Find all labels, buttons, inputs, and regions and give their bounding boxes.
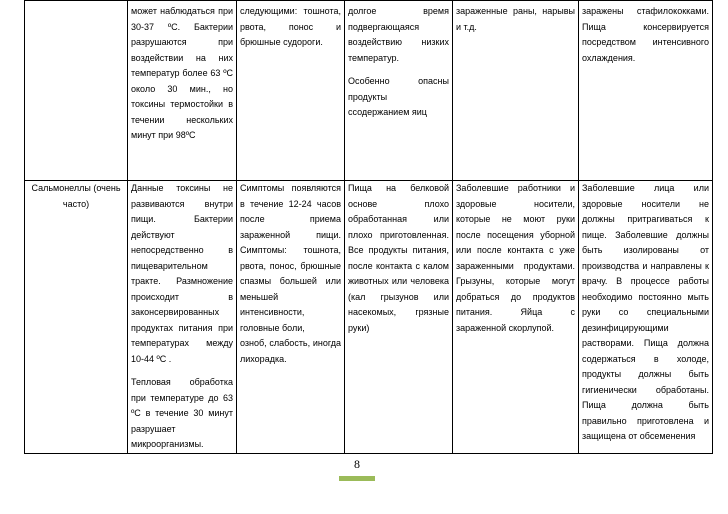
cell-text: следующими: тошнота, рвота, понос и брюшные судороги. [240,6,341,47]
table-row [25,181,713,454]
pathogen-name-cell [25,1,128,181]
cell-text: Заболевшие лица или здоровые носители не должны притрагиваться к пище. Заболевшие должны быть изолированы от производства и направлены к врачу. В процессе работы необходимо постоянно мыть руки со специальными дезинфицирующими растворами. Пища должна содержаться в холоде, продукты должны быть гигиенически обработаны. Пища должна быть правильно приготовлена и защищена от обсеменения [582,183,709,441]
table-row [25,1,713,181]
pathogen-name-cell [25,181,128,454]
table-cell-conditions [128,181,237,454]
cell-text: Заболевшие работники и здоровые носители, которые не моют руки после посещения уборной или после контакта с уже зараженными продуктами. Грызуны, которые могут добраться до продуктов питания. Яйца с зараженной скорлупой. [456,183,575,333]
table-cell-sources [453,1,579,181]
cell-text: зараженные раны, нарывы и т.д. [456,6,575,32]
cell-text: Симптомы появляются в течение 12-24 часов после приема зараженной пищи. Симптомы: тошнота, рвота, понос, брюшные спазмы большей или меньшей интенсивности, головные боли, [240,183,341,333]
cell-text: может наблюдаться при 30-37 ºС. Бактерии разрушаются при воздействии на них температур более 63 ºС около 30 мин., но токсины термостойки в течении нескольких минут при 98ºС [131,6,233,140]
pathogen-name: Сальмонеллы (очень часто) [31,183,121,209]
table-cell-prevention [579,181,713,454]
cell-text: озноб, слабость, иногда лихорадка. [240,338,341,364]
table-cell-sources [453,181,579,454]
table-cell-foods [345,181,453,454]
cell-text: Данные токсины не развиваются внутри пищи. Бактерии действуют непосредственно в пищеварительном тракте. Размножение происходит в законсервированных продуктах питания при температурах между 10-44 ºС . [131,183,233,364]
table-cell-symptoms [237,181,345,454]
hygiene-table [24,0,713,454]
table-cell-conditions [128,1,237,181]
cell-text: долгое время подвергающаяся воздействию низких температур. [348,6,449,63]
cell-text: Пища на белковой основе плохо обработанная или плохо приготовленная. Все продукты питания, после контакта с калом животных или человека (кал грызунов или насекомых, грязные руки) [348,183,449,333]
table-cell-foods [345,1,453,181]
cell-text: Особенно опасны продукты ссодержанием яиц [348,76,449,117]
page-number: 8 [354,457,360,471]
table-cell-symptoms [237,1,345,181]
cell-text: Тепловая обработка при температуре до 63 ºС в течение 30 минут разрушает микроорганизмы. [131,377,233,449]
cell-text: заражены стафилококками. Пища консервируется посредством интенсивного охлаждения. [582,6,709,63]
page-number-underline [339,476,375,481]
table-cell-prevention [579,1,713,181]
